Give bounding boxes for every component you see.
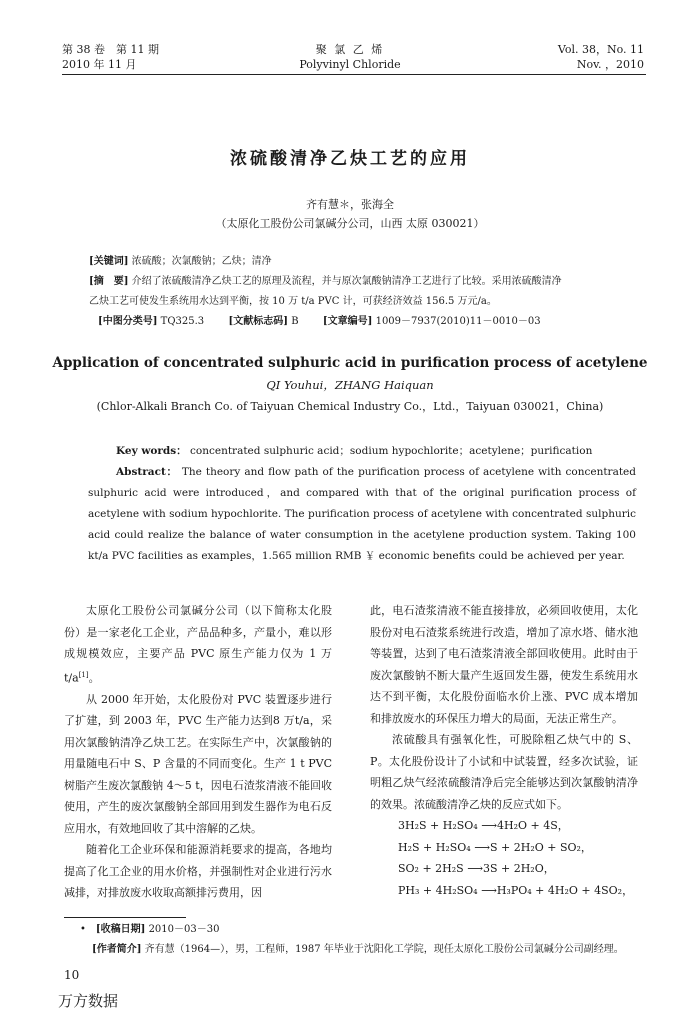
reaction-equation: SO₂ + 2H₂S ⟶3S + 2H₂O， <box>398 862 555 875</box>
keywords-cn-label: [关键词] <box>89 256 129 267</box>
body-paragraph: 从 2000 年开始，太化股份对 PVC 装置逐步进行了扩建，到 2003 年，PVC 生产能力达到8 万t/a，采用次氯酸钠清净乙炔工艺。在实际生产中，次氯酸钠的用量随电石中 S、P 含量的不同而变化。生产 1 t PVC 树脂产生废次氯酸钠 4～5 t，因电石渣浆清液不能回收使用，产生的废次氯酸钠全部回用到发生器作为电石反应用水，有效地回收了其中溶解的乙炔。 <box>64 692 332 835</box>
body-column-left <box>64 600 332 904</box>
reaction-equation: 3H₂S + H₂SO₄ ⟶4H₂O + 4S， <box>398 819 569 832</box>
classification-line <box>98 312 638 332</box>
keywords-en-label: Key words： <box>116 445 187 457</box>
reaction-equation: H₂S + H₂SO₄ ⟶S + 2H₂O + SO₂， <box>398 840 592 854</box>
body-paragraph <box>64 600 332 689</box>
bio-label: [作者简介] <box>92 944 142 955</box>
received-label: [收稿日期] <box>95 924 146 935</box>
clc-label: [中图分类号] <box>98 316 158 327</box>
footnote-rule <box>64 917 186 918</box>
clc-value: TQ325.3 <box>160 316 205 327</box>
abstract-en-text: The theory and flow path of the purification process of acetylene with concentrated sulphuric acid were introduced，and compared with that of the original purification process of acetylene with sodium hypochlorite. The purification process of acetylene with concentrated sulphuric acid could realize the balance of water consumption in the acetylene production system. Taking 100 kt/a PVC facilities as examples，1.565 million RMB ￥ economic benefits could be achieved per year. <box>88 466 636 562</box>
body-column-right <box>370 600 638 901</box>
header-rule <box>62 74 646 75</box>
abstract-cn-line1 <box>89 272 629 292</box>
abstract-en <box>88 462 636 567</box>
body-text: 太原化工股份公司氯碱分公司（以下简称太化股份）是一家老化工企业，产品品种多，产量小，难以形成规模效应，主要产品 PVC 原生产能力仅为 1 万 t/a <box>64 604 332 685</box>
keywords-en-line <box>116 443 636 458</box>
affiliation-cn: （太原化工股份公司氯碱分公司，山西 太原 030021） <box>215 217 485 230</box>
received-date: 2010－03－30 <box>148 924 220 935</box>
affiliation-en: (Chlor-Alkali Branch Co. of Taiyuan Chemical Industry Co.，Ltd.，Taiyuan 030021，China) <box>96 400 604 413</box>
authors-en: QI Youhui，ZHANG Haiquan <box>266 378 434 392</box>
keywords-cn-line <box>89 252 629 272</box>
header-journal-en: Polyvinyl Chloride <box>299 58 401 71</box>
article-no-value: 1009－7937(2010)11－0010－03 <box>375 316 541 327</box>
page-number: 10 <box>64 968 80 982</box>
body-paragraph: 此，电石渣浆清液不能直接排放，必须回收使用，太化股份对电石渣浆系统进行改造，增加了凉水塔、储水池等装置，达到了电石渣浆清液全部回收使用。此时由于废次氯酸钠不断大量产生返回发生器，使发生系统用水达不到平衡，太化股份面临水价上涨、PVC 成本增加和排放废水的环保压力增大的局面，无法正常生产。 <box>370 604 638 725</box>
abstract-cn-label: [摘 要] <box>89 276 129 287</box>
bio-text: 齐有慧（1964—），男，工程师，1987 年毕业于沈阳化工学院，现任太原化工股份公司氯碱分公司副经理。 <box>144 944 624 955</box>
article-no-label: [文章编号] <box>322 316 373 327</box>
footnote-author-bio <box>92 943 652 957</box>
header-volume-cn: 第 38 卷 第 11 期 <box>62 43 159 56</box>
abstract-cn-line2: 乙炔工艺可使发生系统用水达到平衡，按 10 万 t/a PVC 计，可获经济效益 156.5 万元/a。 <box>89 296 497 307</box>
keywords-cn: 浓硫酸；次氯酸钠；乙炔；清净 <box>131 256 272 267</box>
doc-code-label: [文献标志码] <box>228 316 288 327</box>
citation-ref: [1] <box>78 670 89 679</box>
article-title-cn: 浓硫酸清净乙炔工艺的应用 <box>230 149 470 169</box>
doc-code-value: B <box>291 316 299 327</box>
body-paragraph: 浓硫酸具有强氧化性，可脱除粗乙炔气中的 S、P。太化股份设计了小试和中试装置，经多次试验，证明粗乙炔气经浓硫酸清净后完全能够达到次氯酸钠清净的效果。浓硫酸清净乙炔的反应式如下。 <box>370 733 638 811</box>
authors-cn: 齐有慧＊，张海全 <box>306 198 394 211</box>
header-date-en: Nov. ，2010 <box>576 58 644 71</box>
header-journal-cn: 聚 氯 乙 烯 <box>315 43 385 56</box>
body-text: 。 <box>88 671 100 685</box>
watermark: 万方数据 <box>58 992 119 1010</box>
abstract-cn-text1: 介绍了浓硫酸清净乙炔工艺的原理及流程，并与原次氯酸钠清净工艺进行了比较。采用浓硫酸清净 <box>131 276 562 287</box>
header-volume-en: Vol. 38，No. 11 <box>557 43 644 56</box>
header-date-cn: 2010 年 11 月 <box>62 58 137 71</box>
abstract-en-label: Abstract： <box>116 466 178 478</box>
keywords-en: concentrated sulphuric acid；sodium hypochlorite；acetylene；purification <box>190 445 593 457</box>
article-title-en: Application of concentrated sulphuric acid in purification process of acetylene <box>52 355 648 371</box>
footnote-received: • [收稿日期] 2010－03－30 <box>80 924 220 935</box>
reaction-equation: PH₃ + 4H₂SO₄ ⟶H₃PO₄ + 4H₂O + 4SO₂， <box>398 883 634 897</box>
body-paragraph: 随着化工企业环保和能源消耗要求的提高，各地均提高了化工企业的用水价格，并强制性对企业进行污水减排，对排放废水收取高额排污费用，因 <box>64 843 332 900</box>
